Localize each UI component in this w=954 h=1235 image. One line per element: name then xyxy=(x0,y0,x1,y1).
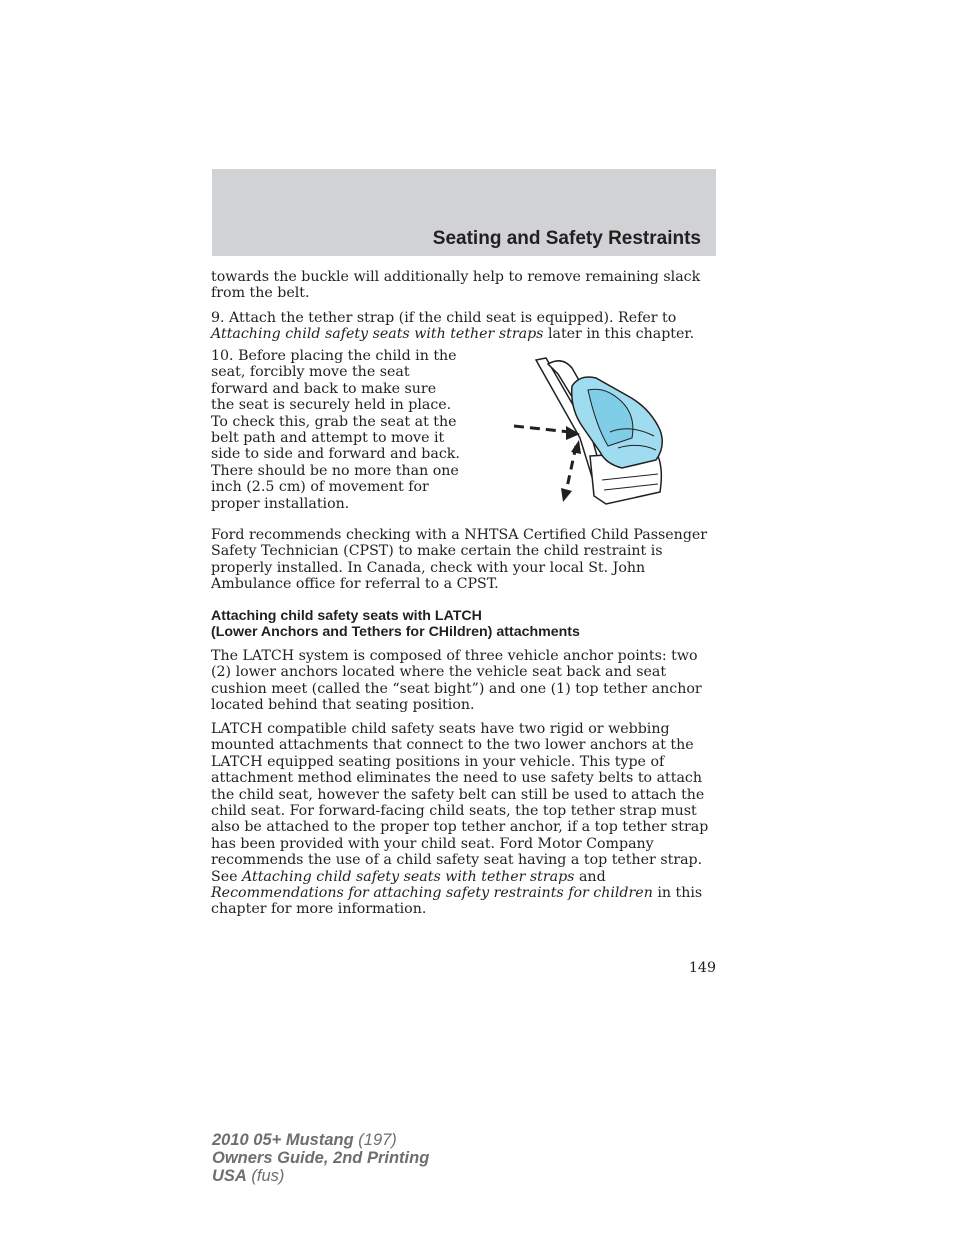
latch-compatible-text: LATCH compatible child safety seats have two rigid or webbing mounted attachments that connect to the two lower anchors at the LATCH equipped seating positions in your vehicle. This type of attachment method eliminates the need to use safety belts to attach the child seat, however the safety belt can still be used to attach the child seat. For forward-facing child seats, the top tether strap must also be attached to the proper top tether anchor, if a top tether strap has been provided with your child seat. Ford Motor Company recommends the use of a child safety seat having a top tether strap. See xyxy=(211,721,709,885)
recommendations-reference: Recommendations for attaching safety restraints for children xyxy=(211,885,653,902)
footer-region: USA xyxy=(212,1167,247,1185)
footer-line-guide xyxy=(212,1149,429,1167)
page-number: 149 xyxy=(688,960,716,976)
tether-straps-reference: Attaching child safety seats with tether straps xyxy=(242,868,575,885)
section-title: Seating and Safety Restraints xyxy=(432,228,701,249)
section-header-band xyxy=(212,169,716,256)
latch-heading-line-2: (Lower Anchors and Tethers for CHildren) attachments xyxy=(211,624,580,641)
ford-recommendation-paragraph: Ford recommends checking with a NHTSA Certified Child Passenger Safety Technician (CPST) to make certain the child restraint is properly installed. In Canada, check with your local St. John Ambulance office for referral to a CPST. xyxy=(211,527,708,593)
step-9-reference: Attaching child safety seats with tether straps xyxy=(211,326,544,343)
step-9-paragraph xyxy=(211,310,717,343)
footer-region-code: (fus) xyxy=(246,1167,285,1185)
footer-line-model xyxy=(212,1131,429,1149)
footer-model: 2010 05+ Mustang xyxy=(212,1131,354,1149)
footer-guide: Owners Guide, 2nd Printing xyxy=(212,1149,430,1167)
latch-compatible-tail: in this chapter for more information. xyxy=(211,885,703,918)
child-seat-drawing xyxy=(510,356,670,512)
step-9-tail: later in this chapter. xyxy=(543,326,695,343)
latch-compatible-and: and xyxy=(574,868,606,885)
latch-section-heading xyxy=(211,608,717,641)
footer-model-code: (197) xyxy=(353,1131,397,1149)
step-10-paragraph: 10. Before placing the child in the seat, forcibly move the seat forward and back to make sure the seat is securely held in place. To check this, grab the seat at the belt path and attempt to move it side to side and forward and back. There should be no more than one inch (2.5 cm) of movement for proper installation. xyxy=(211,348,460,512)
document-footer xyxy=(212,1131,429,1185)
footer-line-region xyxy=(212,1167,429,1185)
child-seat-illustration xyxy=(510,356,670,512)
step-9-text: 9. Attach the tether strap (if the child seat is equipped). Refer to xyxy=(211,310,677,326)
latch-compatible-paragraph xyxy=(211,721,717,918)
paragraph-continuation: towards the buckle will additionally help to remove remaining slack from the belt. xyxy=(211,269,701,302)
latch-system-paragraph: The LATCH system is composed of three vehicle anchor points: two (2) lower anchors located where the vehicle seat back and seat cushion meet (called the “seat bight”) and one (1) top tether anchor located behind that seating position. xyxy=(211,648,702,714)
latch-heading-line-1: Attaching child safety seats with LATCH xyxy=(211,608,482,624)
